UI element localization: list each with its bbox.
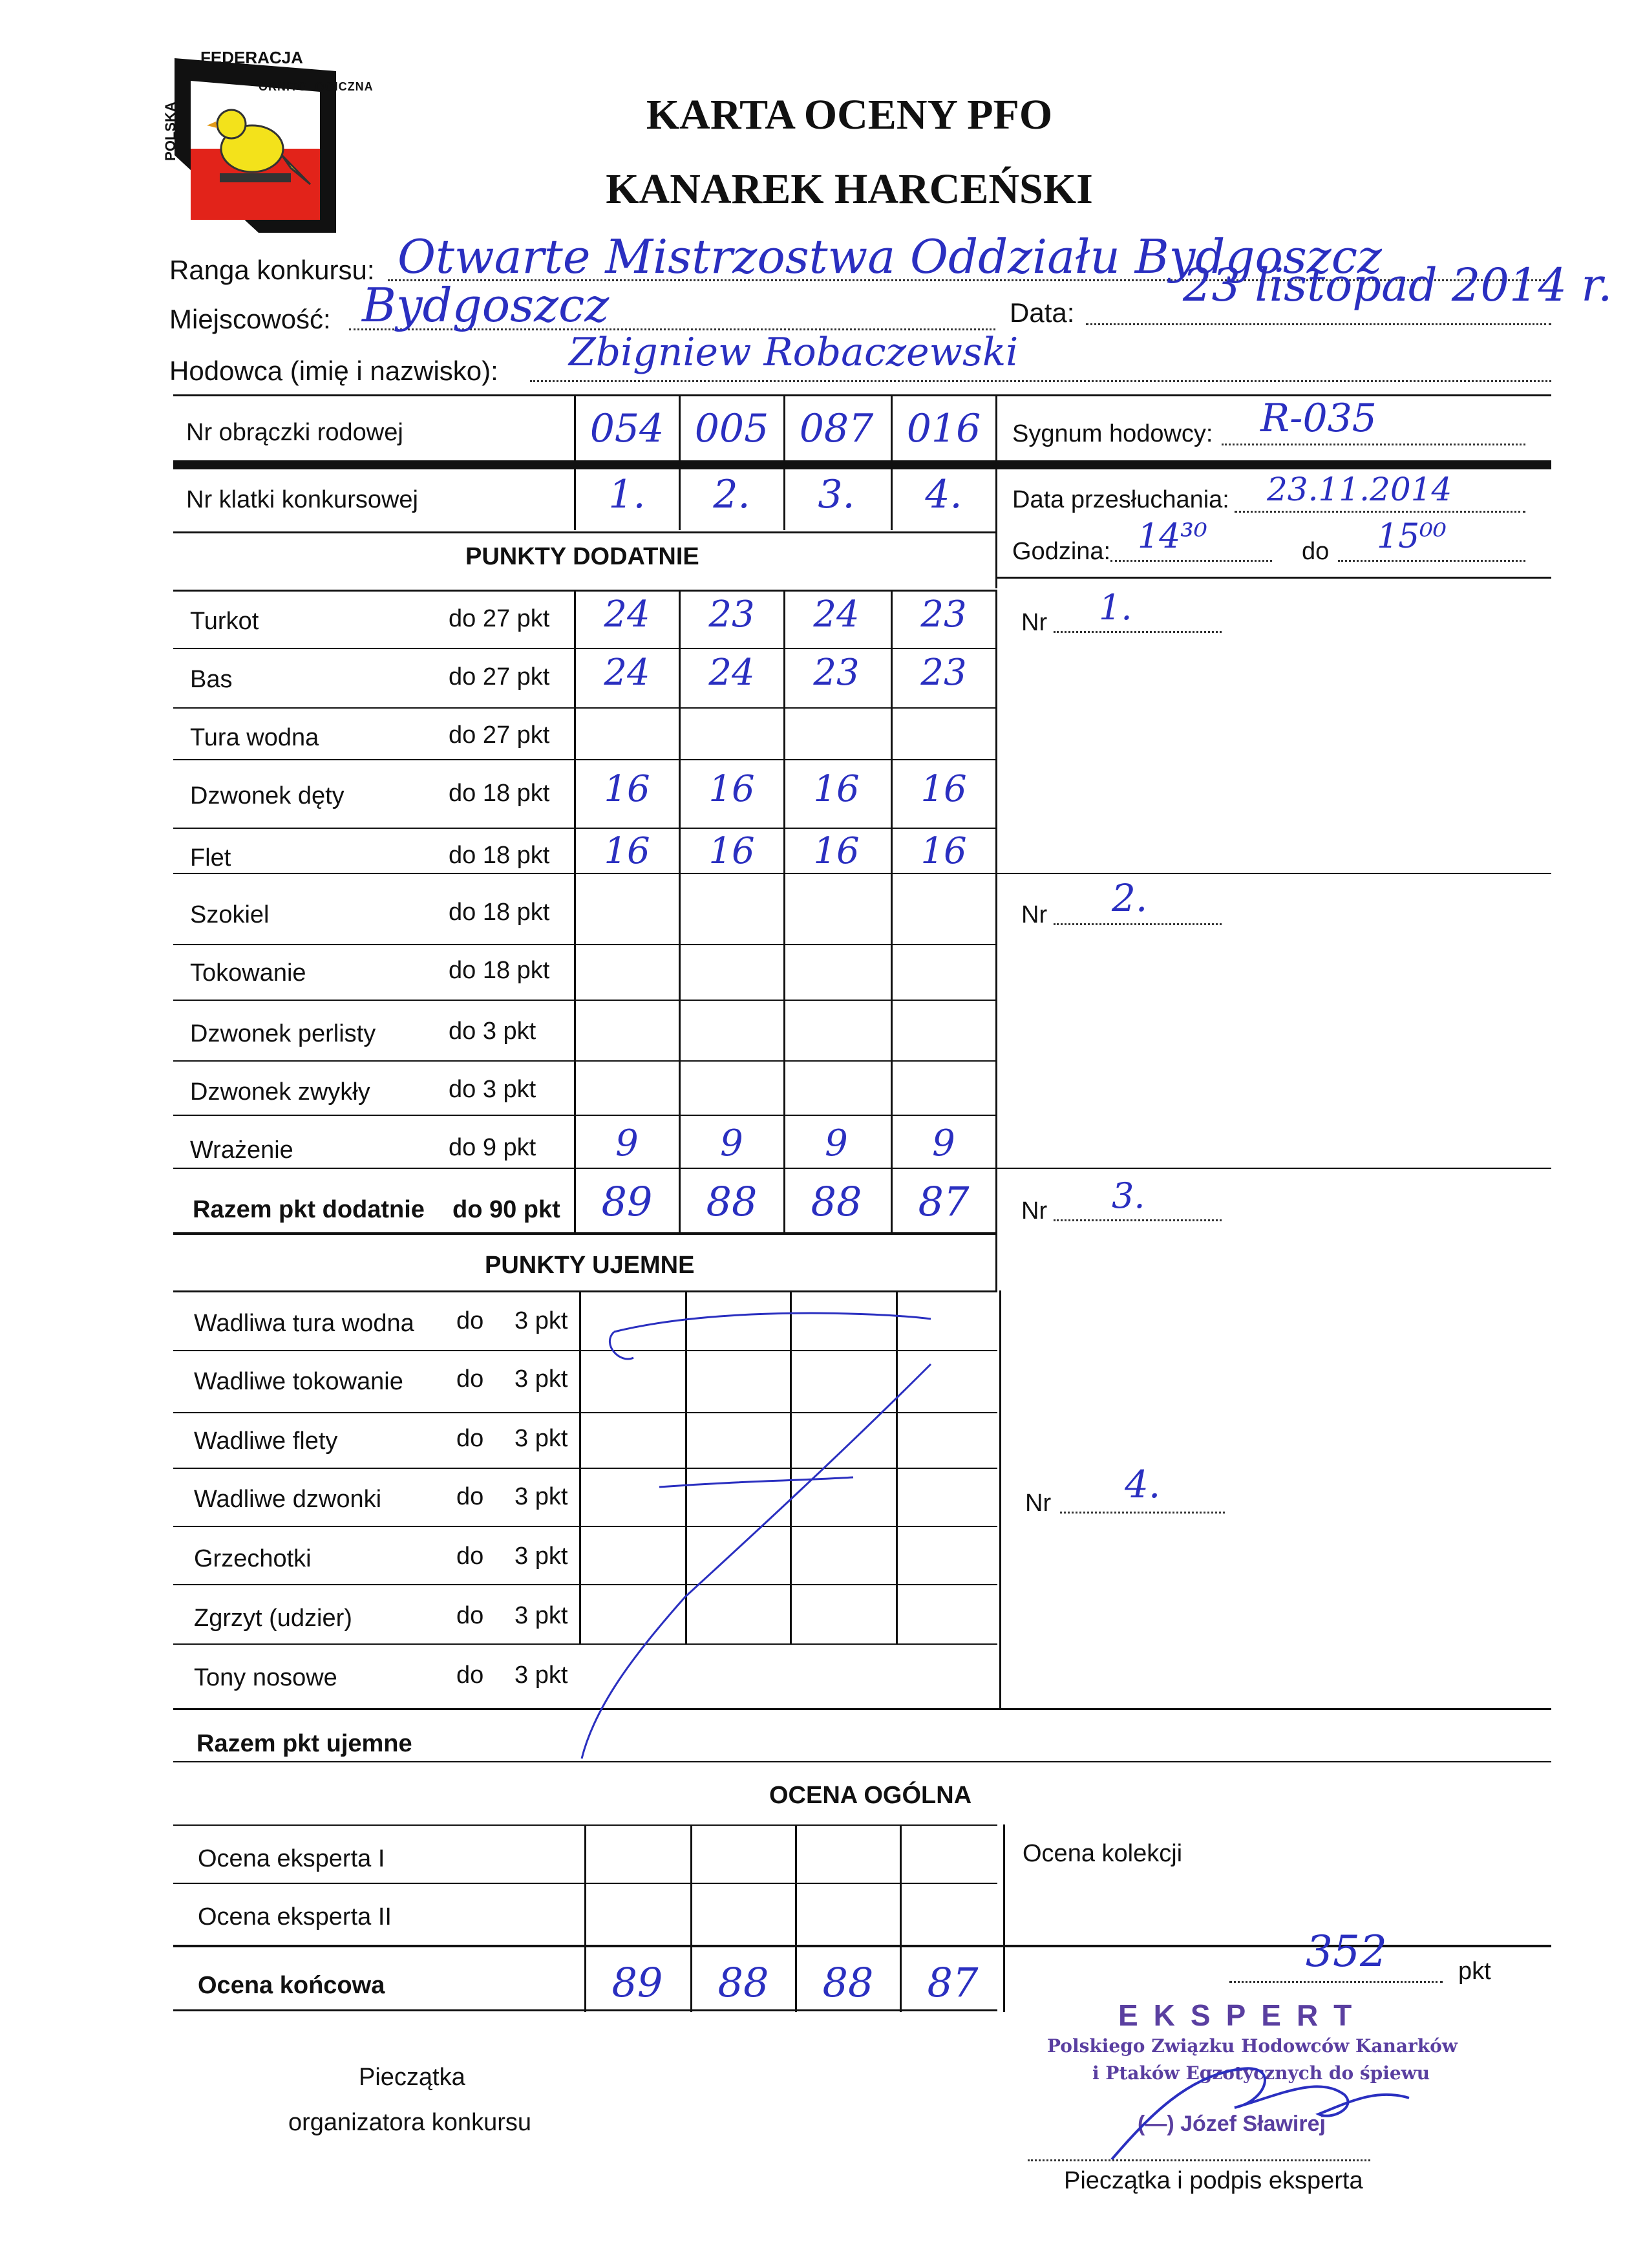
stamp-line1: EKSPERT xyxy=(1118,1998,1368,2032)
final-score[interactable]: 87 xyxy=(927,1959,979,2006)
positive-row-max: do 3 pkt xyxy=(449,1076,536,1103)
negative-row-do: do xyxy=(456,1307,484,1334)
hour-from[interactable]: 14³⁰ xyxy=(1138,517,1207,556)
positive-row-name: Dzwonek zwykły xyxy=(190,1078,370,1106)
ring-number[interactable]: 054 xyxy=(589,406,664,451)
cage-number[interactable]: 1. xyxy=(608,472,646,517)
positive-score-cell[interactable]: 23 xyxy=(920,652,967,694)
positive-score-cell[interactable]: 23 xyxy=(813,652,860,694)
date-value[interactable]: 23.11.2014 xyxy=(1267,471,1452,508)
logo-text-mid: ORNITOLOGICZNA xyxy=(259,80,374,93)
negative-row-do: do xyxy=(456,1483,484,1510)
collection-label: Ocena kolekcji xyxy=(1023,1840,1183,1867)
negative-row-max: 3 pkt xyxy=(515,1425,568,1452)
expert1-label: Ocena eksperta I xyxy=(198,1845,385,1872)
stamp-line2: Polskiego Związku Hodowców Kanarków xyxy=(1047,2035,1458,2057)
nr-value[interactable]: 2. xyxy=(1112,876,1148,920)
hour-to[interactable]: 15⁰⁰ xyxy=(1377,517,1447,556)
cage-label: Nr klatki konkursowej xyxy=(186,486,418,513)
positive-row-max: do 18 pkt xyxy=(449,780,550,807)
nr-label: Nr xyxy=(1021,1197,1048,1225)
data-label: Data: xyxy=(1010,297,1075,328)
positive-score-cell[interactable]: 24 xyxy=(604,652,650,694)
positive-total-score[interactable]: 88 xyxy=(706,1178,758,1225)
positive-score-cell[interactable]: 16 xyxy=(604,768,650,810)
negative-row-max: 3 pkt xyxy=(515,1365,568,1393)
positive-row-name: Wrażenie xyxy=(190,1137,293,1164)
negative-row-do: do xyxy=(456,1543,484,1570)
positive-row-max: do 27 pkt xyxy=(449,663,550,690)
expert-caption: Pieczątka i podpis eksperta xyxy=(1064,2167,1363,2194)
ranga-value[interactable]: Otwarte Mistrzostwa Oddziału Bydgoszcz xyxy=(398,230,1382,284)
ring-number[interactable]: 005 xyxy=(694,406,769,451)
positive-total-score[interactable]: 87 xyxy=(918,1178,970,1225)
positive-score-cell[interactable]: 16 xyxy=(813,830,860,872)
positive-total-score[interactable]: 88 xyxy=(811,1178,862,1225)
stamp-line4: (—) Józef Sławirej xyxy=(1138,2112,1326,2136)
positive-row-name: Flet xyxy=(190,844,231,872)
page-title: KARTA OCENY PFO xyxy=(646,91,1053,138)
expert2-label: Ocena eksperta II xyxy=(198,1903,392,1931)
nr-value[interactable]: 4. xyxy=(1125,1462,1161,1506)
positive-score-cell[interactable]: 23 xyxy=(708,594,755,636)
data-value[interactable]: 23 listopad 2014 r. xyxy=(1183,259,1613,312)
positive-row-name: Turkot xyxy=(190,608,259,635)
negative-row-name: Wadliwe dzwonki xyxy=(194,1486,382,1513)
ring-number[interactable]: 016 xyxy=(906,406,981,451)
negative-row-name: Wadliwa tura wodna xyxy=(194,1310,414,1337)
negative-row-do: do xyxy=(456,1365,484,1393)
positive-row-name: Dzwonek perlisty xyxy=(190,1020,376,1047)
positive-total-score[interactable]: 89 xyxy=(601,1178,653,1225)
positive-score-cell[interactable]: 16 xyxy=(604,830,650,872)
nr-label: Nr xyxy=(1025,1490,1052,1517)
final-score[interactable]: 88 xyxy=(717,1959,769,2006)
logo-text-top: FEDERACJA xyxy=(200,48,303,67)
negative-total-label: Razem pkt ujemne xyxy=(196,1730,412,1757)
negative-row-do: do xyxy=(456,1425,484,1452)
stamp-line3: i Ptaków Egzotycznych do śpiewu xyxy=(1092,2062,1430,2084)
negative-row-name: Zgrzyt (udzier) xyxy=(194,1605,352,1632)
positive-row-max: do 18 pkt xyxy=(449,957,550,984)
date-label: Data przesłuchania: xyxy=(1012,486,1229,513)
cage-number[interactable]: 2. xyxy=(713,472,750,517)
nr-label: Nr xyxy=(1021,901,1048,928)
final-score[interactable]: 88 xyxy=(822,1959,874,2006)
positive-score-cell[interactable]: 16 xyxy=(813,768,860,810)
negative-row-max: 3 pkt xyxy=(515,1543,568,1570)
expert-signature xyxy=(1073,2049,1461,2172)
positive-row-max: do 27 pkt xyxy=(449,722,550,749)
crossed-out-stroke xyxy=(556,1293,1008,1784)
positive-score-cell[interactable]: 9 xyxy=(720,1122,743,1164)
positive-score-cell[interactable]: 16 xyxy=(920,830,967,872)
positive-score-cell[interactable]: 24 xyxy=(604,594,650,636)
final-label: Ocena końcowa xyxy=(198,1972,385,1999)
positive-row-max: do 3 pkt xyxy=(449,1018,536,1045)
page-subtitle: KANAREK HARCEŃSKI xyxy=(606,166,1093,213)
negative-row-max: 3 pkt xyxy=(515,1662,568,1689)
final-score[interactable]: 89 xyxy=(611,1959,663,2006)
cage-number[interactable]: 3. xyxy=(818,472,855,517)
miejsce-value[interactable]: Bydgoszcz xyxy=(362,278,610,332)
negative-row-name: Grzechotki xyxy=(194,1545,312,1572)
negative-heading: PUNKTY UJEMNE xyxy=(485,1252,695,1279)
ranga-label: Ranga konkursu: xyxy=(169,255,375,285)
positive-heading: PUNKTY DODATNIE xyxy=(465,543,699,570)
positive-row-name: Dzwonek dęty xyxy=(190,782,345,809)
positive-score-cell[interactable]: 16 xyxy=(708,830,755,872)
positive-score-cell[interactable]: 24 xyxy=(813,594,860,636)
positive-score-cell[interactable]: 24 xyxy=(708,652,755,694)
hodowca-label: Hodowca (imię i nazwisko): xyxy=(169,356,498,386)
positive-row-name: Szokiel xyxy=(190,901,270,928)
positive-row-max: do 27 pkt xyxy=(449,605,550,632)
collection-value[interactable]: 352 xyxy=(1306,1927,1387,1976)
hour-to-label: do xyxy=(1302,538,1330,565)
negative-row-name: Wadliwe flety xyxy=(194,1428,338,1455)
sygnum-label: Sygnum hodowcy: xyxy=(1012,420,1213,447)
miejsce-label: Miejscowość: xyxy=(169,304,331,334)
negative-row-max: 3 pkt xyxy=(515,1307,568,1334)
positive-row-max: do 9 pkt xyxy=(449,1134,536,1161)
ring-label: Nr obrączki rodowej xyxy=(186,419,403,446)
positive-score-cell[interactable]: 23 xyxy=(920,594,967,636)
sygnum-value[interactable]: R-035 xyxy=(1260,396,1377,441)
positive-score-cell[interactable]: 16 xyxy=(708,768,755,810)
hour-label: Godzina: xyxy=(1012,538,1111,565)
positive-score-cell[interactable]: 9 xyxy=(932,1122,955,1164)
positive-row-name: Tura wodna xyxy=(190,724,319,751)
positive-row-max: do 18 pkt xyxy=(449,842,550,869)
organizer-line1: Pieczątka xyxy=(359,2064,465,2091)
negative-row-name: Tony nosowe xyxy=(194,1664,337,1691)
nr-value[interactable]: 3. xyxy=(1112,1175,1145,1216)
negative-row-do: do xyxy=(456,1662,484,1689)
positive-score-cell[interactable]: 9 xyxy=(825,1122,848,1164)
negative-row-max: 3 pkt xyxy=(515,1602,568,1629)
negative-row-do: do xyxy=(456,1602,484,1629)
positive-row-name: Bas xyxy=(190,666,233,693)
positive-score-cell[interactable]: 16 xyxy=(920,768,967,810)
collection-unit: pkt xyxy=(1458,1958,1491,1985)
organizer-line2: organizatora konkursu xyxy=(288,2109,531,2136)
positive-total-label: Razem pkt dodatnie xyxy=(193,1196,425,1223)
overall-heading: OCENA OGÓLNA xyxy=(769,1782,972,1809)
positive-row-name: Tokowanie xyxy=(190,959,306,987)
nr-value[interactable]: 1. xyxy=(1099,587,1132,628)
logo-text-left: POLSKA xyxy=(162,102,178,161)
hodowca-value[interactable]: Zbigniew Robaczewski xyxy=(569,330,1019,375)
negative-row-name: Wadliwe tokowanie xyxy=(194,1368,403,1395)
positive-row-max: do 18 pkt xyxy=(449,899,550,926)
positive-total-max: do 90 pkt xyxy=(452,1196,560,1223)
ring-number[interactable]: 087 xyxy=(799,406,874,451)
nr-label: Nr xyxy=(1021,609,1048,636)
negative-row-max: 3 pkt xyxy=(515,1483,568,1510)
expert-stamp xyxy=(1034,1998,1512,2159)
positive-score-cell[interactable]: 9 xyxy=(615,1122,639,1164)
cage-number[interactable]: 4. xyxy=(925,472,962,517)
